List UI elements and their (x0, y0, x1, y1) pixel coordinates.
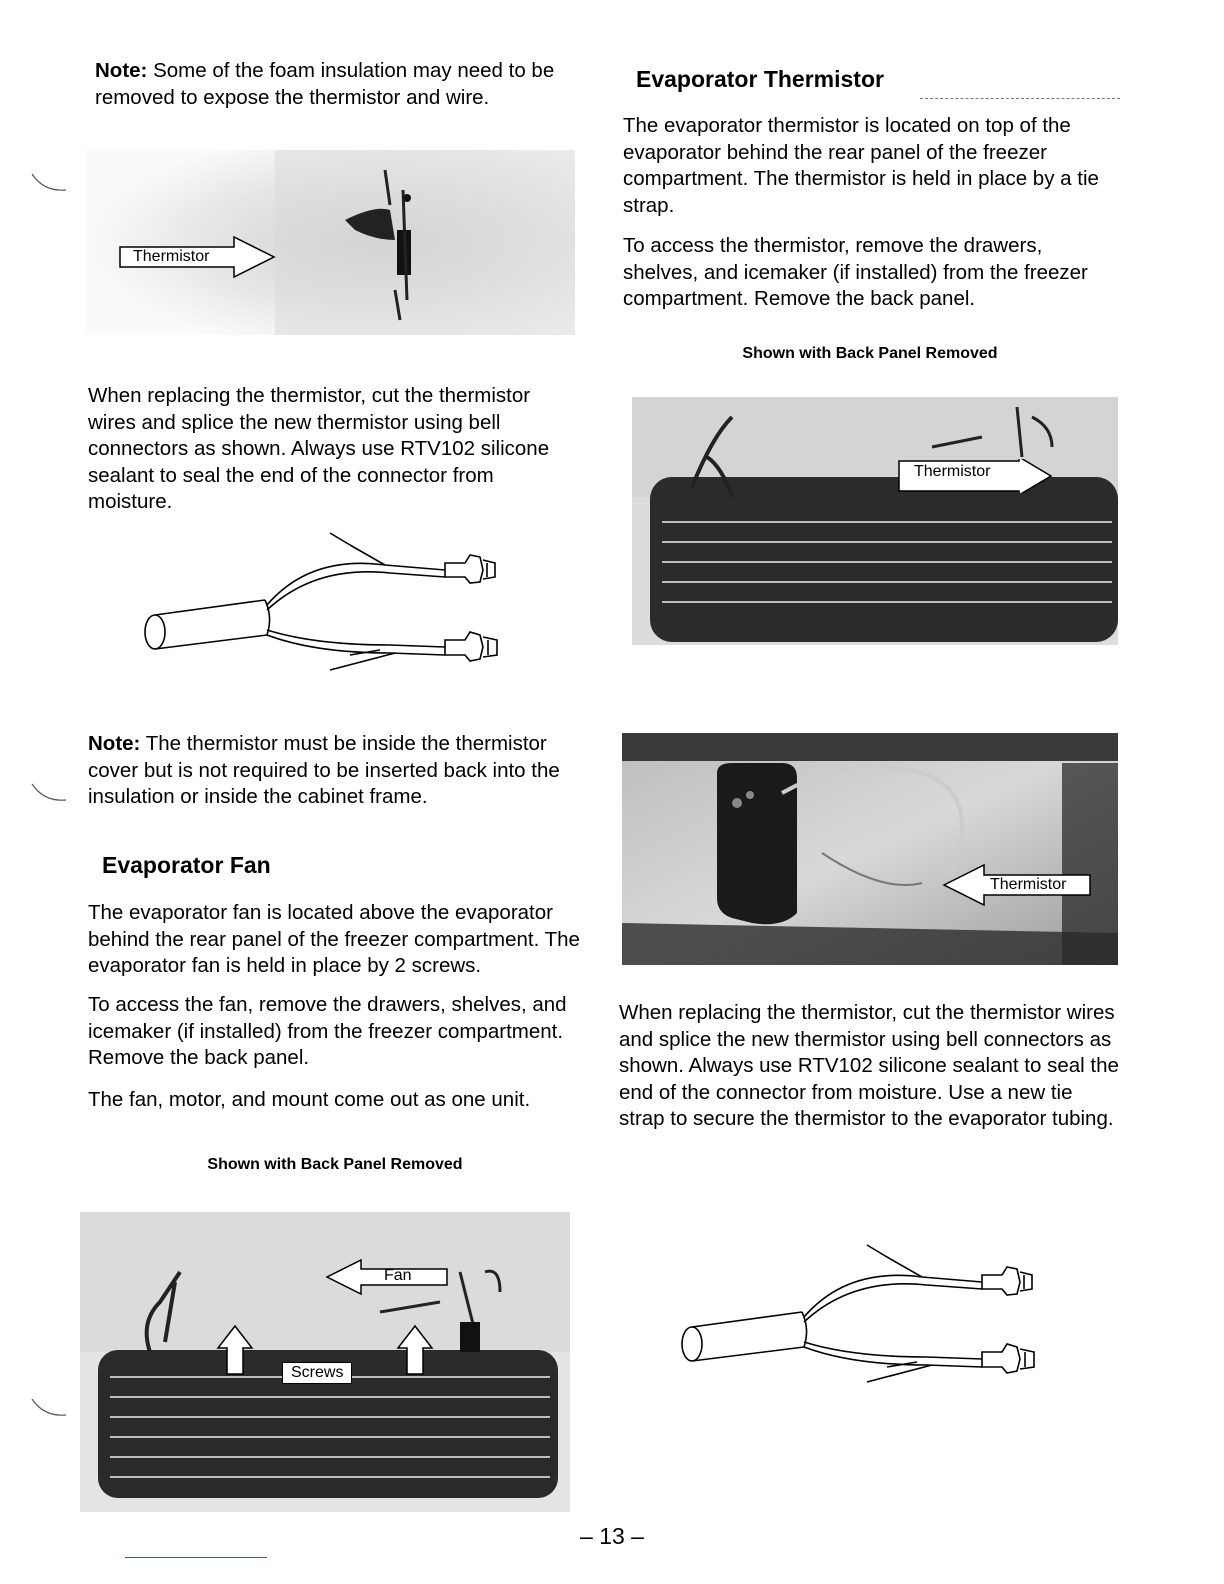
thermistor-photo-caption: Shown with Back Panel Removed (742, 345, 998, 362)
bell-connector-diagram (135, 525, 525, 680)
fan-label: Fan (384, 1267, 412, 1284)
thermistor-access-text: To access the thermistor, remove the drawers, shelves, and icemaker (if installed) from the freezer compartment. Remove the back panel. (623, 234, 1088, 310)
note-text: Some of the foam insulation may need to be removed to expose the thermistor and wire. (95, 59, 555, 109)
thermistor-label: Thermistor (990, 876, 1067, 893)
evaporator-thermistor-heading: Evaporator Thermistor (636, 66, 884, 92)
thermistor-foam-photo (85, 150, 575, 335)
scan-mark (30, 1395, 70, 1425)
note-foam-insulation (95, 58, 600, 111)
evaporator-fan-heading: Evaporator Fan (102, 852, 271, 878)
evaporator-thermistor-photo (632, 397, 1118, 645)
thermistor-closeup-photo (622, 733, 1118, 965)
fan-unit-text: The fan, motor, and mount come out as one unit. (88, 1088, 531, 1111)
heading-rule (920, 98, 1120, 99)
page-number: – 13 – (580, 1523, 644, 1549)
footer-rule (125, 1557, 267, 1558)
evaporator-fan-photo (80, 1212, 570, 1512)
note-thermistor-cover (88, 731, 588, 811)
scan-mark (30, 170, 70, 200)
note-label: Note: (95, 59, 148, 82)
thermistor-closeup-image (622, 733, 1118, 965)
fan-photo-caption: Shown with Back Panel Removed (207, 1156, 463, 1173)
screws-label: Screws (282, 1362, 352, 1384)
fan-access-text: To access the fan, remove the drawers, shelves, and icemaker (if installed) from the freezer compartment. Remove the back panel. (88, 993, 567, 1069)
note-text: The thermistor must be inside the thermistor cover but is not required to be inserted back into the insulation or inside the cabinet frame. (88, 732, 560, 808)
arrow-up-icon (396, 1324, 434, 1376)
scan-mark (30, 780, 70, 810)
replace-thermistor-tie-strap-text: When replacing the thermistor, cut the thermistor wires and splice the new thermistor using bell connectors as shown. Always use RTV102 silicone sealant to seal the end of the connector from moisture. Use a new tie strap to secure the thermistor to the evaporator tubing. (619, 1001, 1119, 1130)
thermistor-location-text: The evaporator thermistor is located on top of the evaporator behind the rear panel of the freezer compartment. The thermistor is held in place by a tie strap. (623, 114, 1099, 217)
bell-connector-diagram (672, 1237, 1062, 1392)
evaporator-thermistor-image (632, 397, 1118, 645)
note-label: Note: (88, 732, 141, 755)
fan-location-text: The evaporator fan is located above the evaporator behind the rear panel of the freezer compartment. The evaporator fan is held in place by 2 screws. (88, 901, 580, 977)
thermistor-label: Thermistor (133, 248, 210, 265)
thermistor-label: Thermistor (914, 463, 991, 480)
replace-thermistor-text: When replacing the thermistor, cut the thermistor wires and splice the new thermistor using bell connectors as shown. Always use RTV102 silicone sealant to seal the end of the connector from moisture. (88, 384, 550, 513)
arrow-up-icon (216, 1324, 254, 1376)
